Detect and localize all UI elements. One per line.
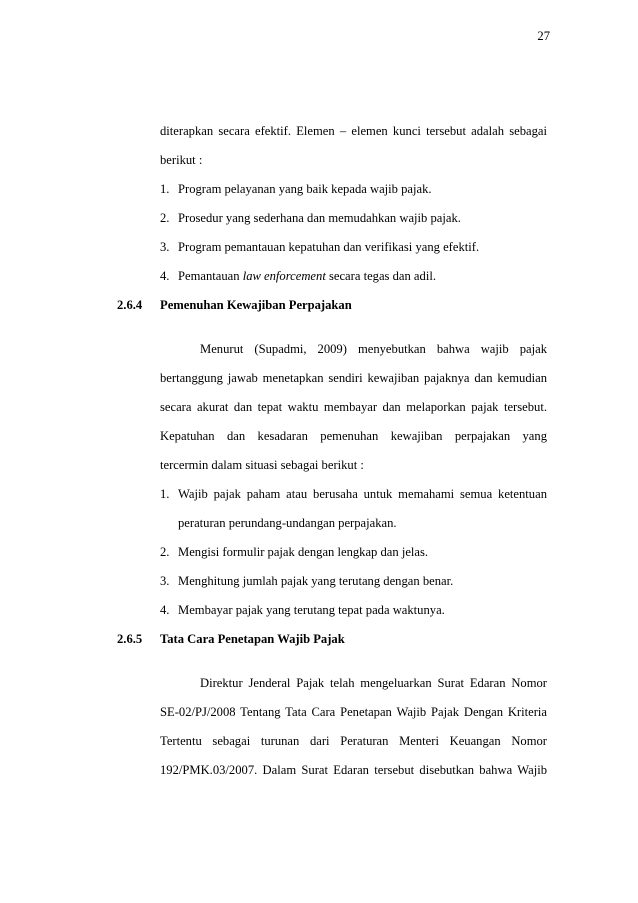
list-item-text-before: Pemantauan (178, 269, 243, 283)
paragraph-line: Kepatuhan dan kesadaran pemenuhan kewajiban perpajakan yang (160, 429, 547, 443)
list-item-number: 1. (160, 182, 170, 196)
list-item-text: Program pelayanan yang baik kepada wajib pajak. (178, 182, 432, 196)
intro-line-2: berikut : (160, 153, 203, 167)
paragraph-line: bertanggung jawab menetapkan sendiri kewajiban pajaknya dan kemudian (160, 371, 547, 385)
list-item-text-italic: law enforcement (242, 269, 326, 283)
intro-line-1: diterapkan secara efektif. Elemen – elemen kunci tersebut adalah sebagai (160, 124, 547, 138)
paragraph-line: 192/PMK.03/2007. Dalam Surat Edaran tersebut disebutkan bahwa Wajib (160, 763, 547, 777)
paragraph-line: tercermin dalam situasi sebagai berikut : (160, 458, 364, 472)
paragraph-line: Tertentu sebagai turunan dari Peraturan Menteri Keuangan Nomor (160, 734, 547, 748)
section-title: Pemenuhan Kewajiban Perpajakan (160, 298, 352, 312)
paragraph-line: Direktur Jenderal Pajak telah mengeluarkan Surat Edaran Nomor (200, 676, 547, 690)
list-item-number: 1. (160, 487, 170, 501)
paragraph-line: SE-02/PJ/2008 Tentang Tata Cara Penetapan Wajib Pajak Dengan Kriteria (160, 705, 547, 719)
section-title: Tata Cara Penetapan Wajib Pajak (160, 632, 345, 646)
list-item-number: 3. (160, 240, 170, 254)
paragraph-line: Menurut (Supadmi, 2009) menyebutkan bahwa wajib pajak (200, 342, 547, 356)
list-item-text: Wajib pajak paham atau berusaha untuk memahami semua ketentuan (178, 487, 547, 501)
list-item-text: Program pemantauan kepatuhan dan verifikasi yang efektif. (178, 240, 480, 254)
list-item-continuation: peraturan perundang-undangan perpajakan. (178, 516, 397, 530)
list-item-text-after: secara tegas dan adil. (325, 269, 436, 283)
list-item-number: 3. (160, 574, 170, 588)
paragraph-line: secara akurat dan tepat waktu membayar dan melaporkan pajak tersebut. (160, 400, 547, 414)
list-item-number: 4. (160, 603, 170, 617)
page-number: 27 (537, 29, 550, 43)
section-number: 2.6.4 (117, 298, 143, 312)
section-number: 2.6.5 (117, 632, 143, 646)
list-item-text: Prosedur yang sederhana dan memudahkan wajib pajak. (178, 211, 461, 225)
list-item-text: Membayar pajak yang terutang tepat pada waktunya. (178, 603, 445, 617)
list-item-number: 2. (160, 545, 170, 559)
list-item-number: 4. (160, 269, 170, 283)
list-item-text: Menghitung jumlah pajak yang terutang dengan benar. (178, 574, 454, 588)
list-item-number: 2. (160, 211, 170, 225)
list-item-text: Mengisi formulir pajak dengan lengkap dan jelas. (178, 545, 429, 559)
list-item-text (178, 268, 436, 284)
